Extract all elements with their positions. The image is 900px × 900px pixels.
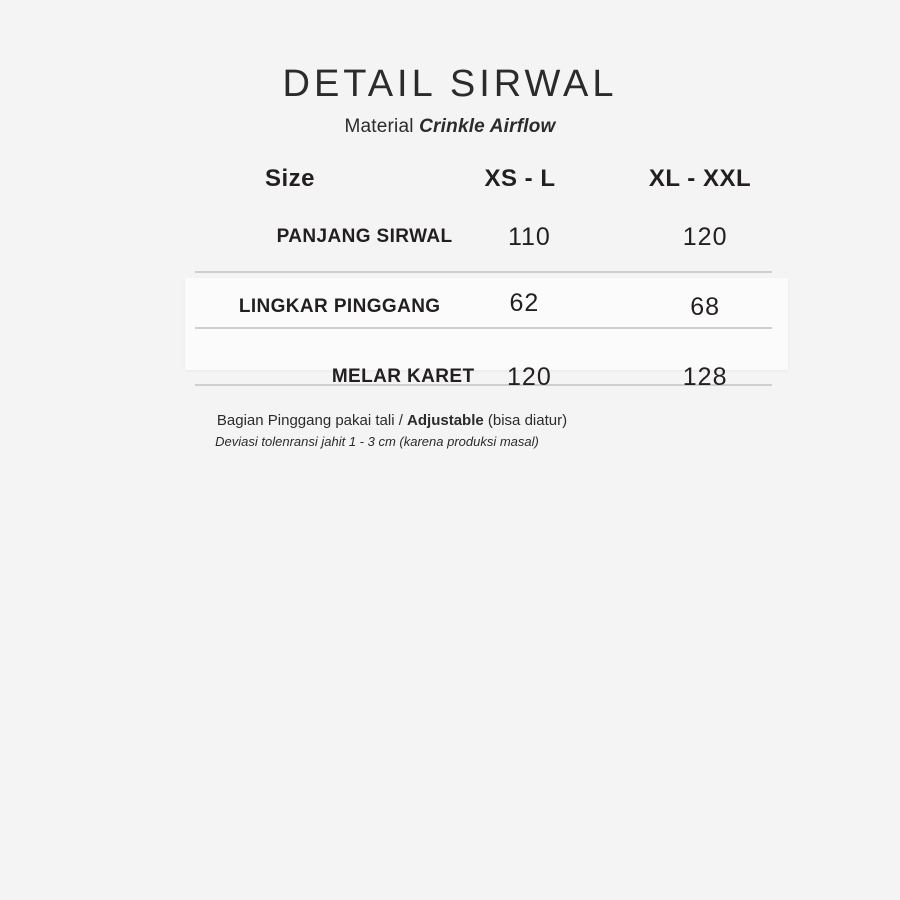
table-header-row bbox=[150, 150, 790, 208]
row-value-xl-xxl: 128 bbox=[682, 362, 728, 391]
note-waist-bold: Adjustable bbox=[407, 412, 484, 429]
row-label: PANJANG SIRWAL bbox=[276, 226, 453, 247]
row-value-xs-l: 62 bbox=[509, 288, 540, 317]
row-label: LINGKAR PINGGANG bbox=[238, 296, 441, 317]
note-deviation: Deviasi tolenransi jahit 1 - 3 cm (karena produksi masal) bbox=[215, 434, 539, 449]
material-name: Crinkle Airflow bbox=[419, 115, 556, 137]
table-row bbox=[150, 278, 790, 336]
page-title: DETAIL SIRWAL bbox=[282, 63, 618, 105]
size-table bbox=[150, 150, 790, 406]
column-header-xl-xxl: XL - XXL bbox=[648, 165, 752, 192]
header bbox=[0, 64, 900, 138]
row-value-xs-l: 110 bbox=[507, 222, 551, 251]
material-line bbox=[0, 116, 900, 138]
table-row bbox=[150, 348, 790, 406]
material-label: Material bbox=[344, 115, 420, 137]
row-label: MELAR KARET bbox=[331, 366, 475, 387]
column-header-xs-l: XS - L bbox=[484, 165, 556, 192]
column-header-size: Size bbox=[264, 165, 316, 192]
note-waist-suffix: (bisa diatur) bbox=[483, 412, 568, 429]
note-waist-prefix: Bagian Pinggang pakai tali / bbox=[216, 412, 408, 429]
row-value-xs-l: 120 bbox=[507, 362, 552, 391]
table-body bbox=[150, 150, 790, 406]
row-value-xl-xxl: 120 bbox=[682, 222, 728, 251]
row-value-xl-xxl: 68 bbox=[690, 292, 721, 321]
table-row bbox=[150, 208, 790, 266]
note-waist bbox=[212, 410, 572, 431]
